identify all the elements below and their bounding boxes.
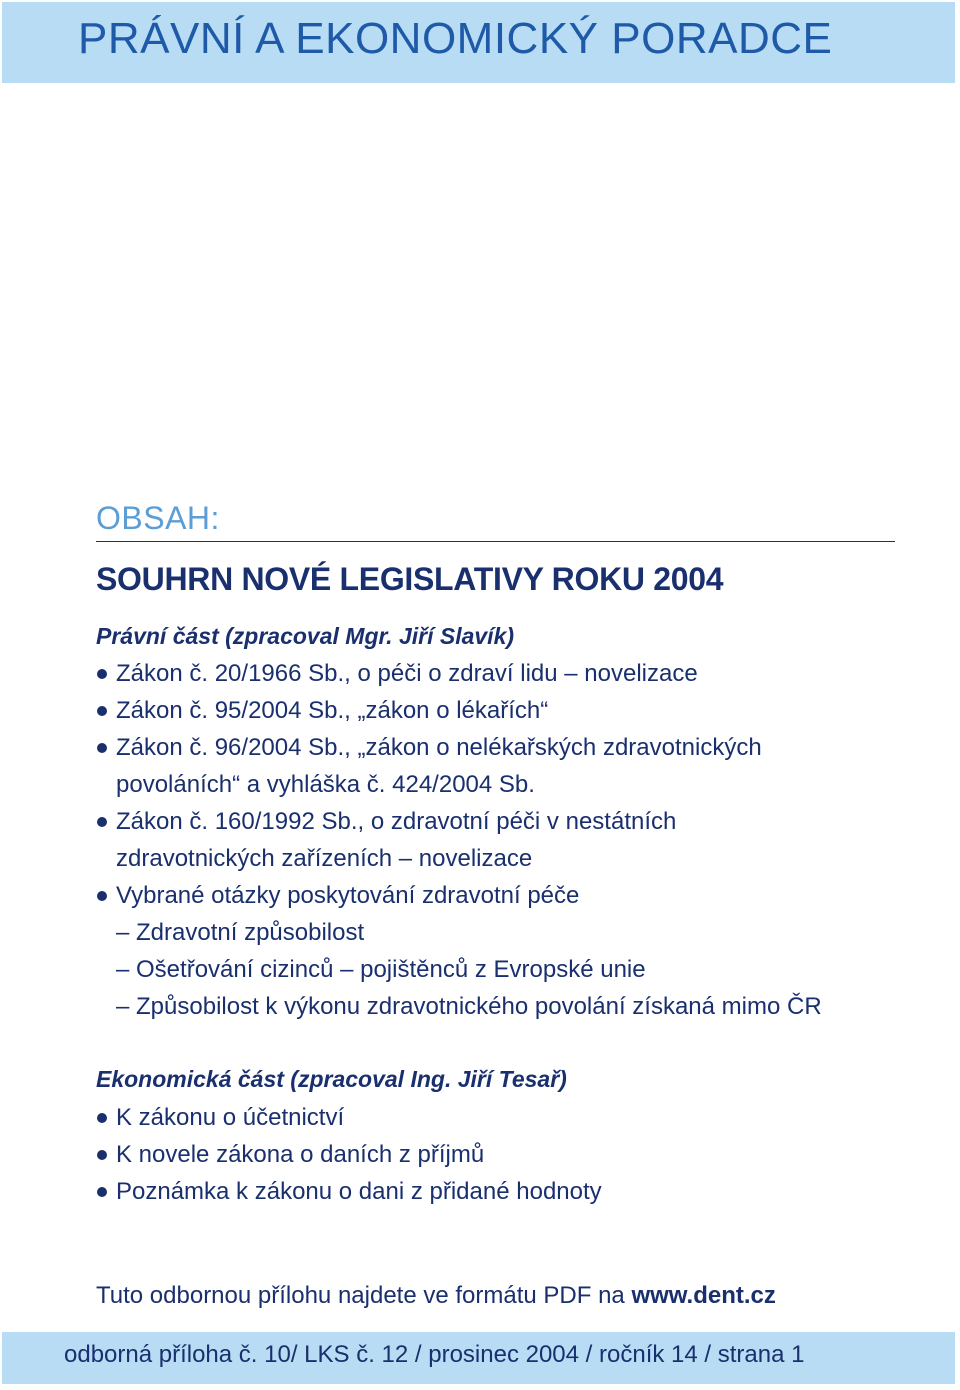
legal-item-1: Zákon č. 20/1966 Sb., o péči o zdraví lidu – novelizace bbox=[116, 660, 698, 687]
bullet-icon bbox=[97, 1113, 107, 1123]
contents-label: OBSAH: bbox=[96, 500, 220, 536]
legal-item-5: Vybrané otázky poskytování zdravotní péče bbox=[116, 882, 580, 909]
economic-item-2: K novele zákona o daních z příjmů bbox=[116, 1141, 485, 1168]
pdf-note bbox=[96, 1282, 776, 1310]
bullet-icon bbox=[97, 743, 107, 753]
bullet-icon bbox=[97, 1187, 107, 1197]
bullet-icon bbox=[97, 1150, 107, 1160]
pdf-note-text: Tuto odbornou přílohu najdete ve formátu PDF na bbox=[96, 1282, 632, 1309]
legal-section-heading: Právní část (zpracoval Mgr. Jiří Slavík) bbox=[96, 623, 515, 649]
legal-item-3-line-1: Zákon č. 96/2004 Sb., „zákon o nelékařských zdravotnických bbox=[116, 734, 762, 761]
legal-item-2: Zákon č. 95/2004 Sb., „zákon o lékařích“ bbox=[116, 697, 549, 724]
website-link[interactable]: www.dent.cz bbox=[631, 1282, 776, 1309]
legal-item-4-line-1: Zákon č. 160/1992 Sb., o zdravotní péči v nestátních bbox=[116, 808, 677, 835]
economic-item-3: Poznámka k zákonu o dani z přidané hodnoty bbox=[116, 1178, 602, 1205]
footer-text: odborná příloha č. 10/ LKS č. 12 / prosinec 2004 / ročník 14 / strana 1 bbox=[64, 1341, 805, 1368]
economic-section-heading: Ekonomická část (zpracoval Ing. Jiří Tesař) bbox=[96, 1066, 567, 1092]
bullet-icon bbox=[97, 706, 107, 716]
bullet-icon bbox=[97, 669, 107, 679]
bullet-icon bbox=[97, 817, 107, 827]
legal-item-3-line-2: povoláních“ a vyhláška č. 424/2004 Sb. bbox=[116, 771, 535, 798]
contents-divider bbox=[96, 541, 895, 542]
legal-subitem-3: – Způsobilost k výkonu zdravotnického povolání získaná mimo ČR bbox=[116, 993, 822, 1020]
legal-subitem-2: – Ošetřování cizinců – pojištěnců z Evropské unie bbox=[116, 956, 646, 983]
page-header-title: PRÁVNÍ A EKONOMICKÝ PORADCE bbox=[78, 14, 833, 63]
legal-subitem-1: – Zdravotní způsobilost bbox=[116, 919, 365, 946]
economic-item-1: K zákonu o účetnictví bbox=[116, 1104, 345, 1131]
contents-title: SOUHRN NOVÉ LEGISLATIVY ROKU 2004 bbox=[96, 561, 724, 597]
legal-item-4-line-2: zdravotnických zařízeních – novelizace bbox=[116, 845, 533, 872]
bullet-icon bbox=[97, 891, 107, 901]
